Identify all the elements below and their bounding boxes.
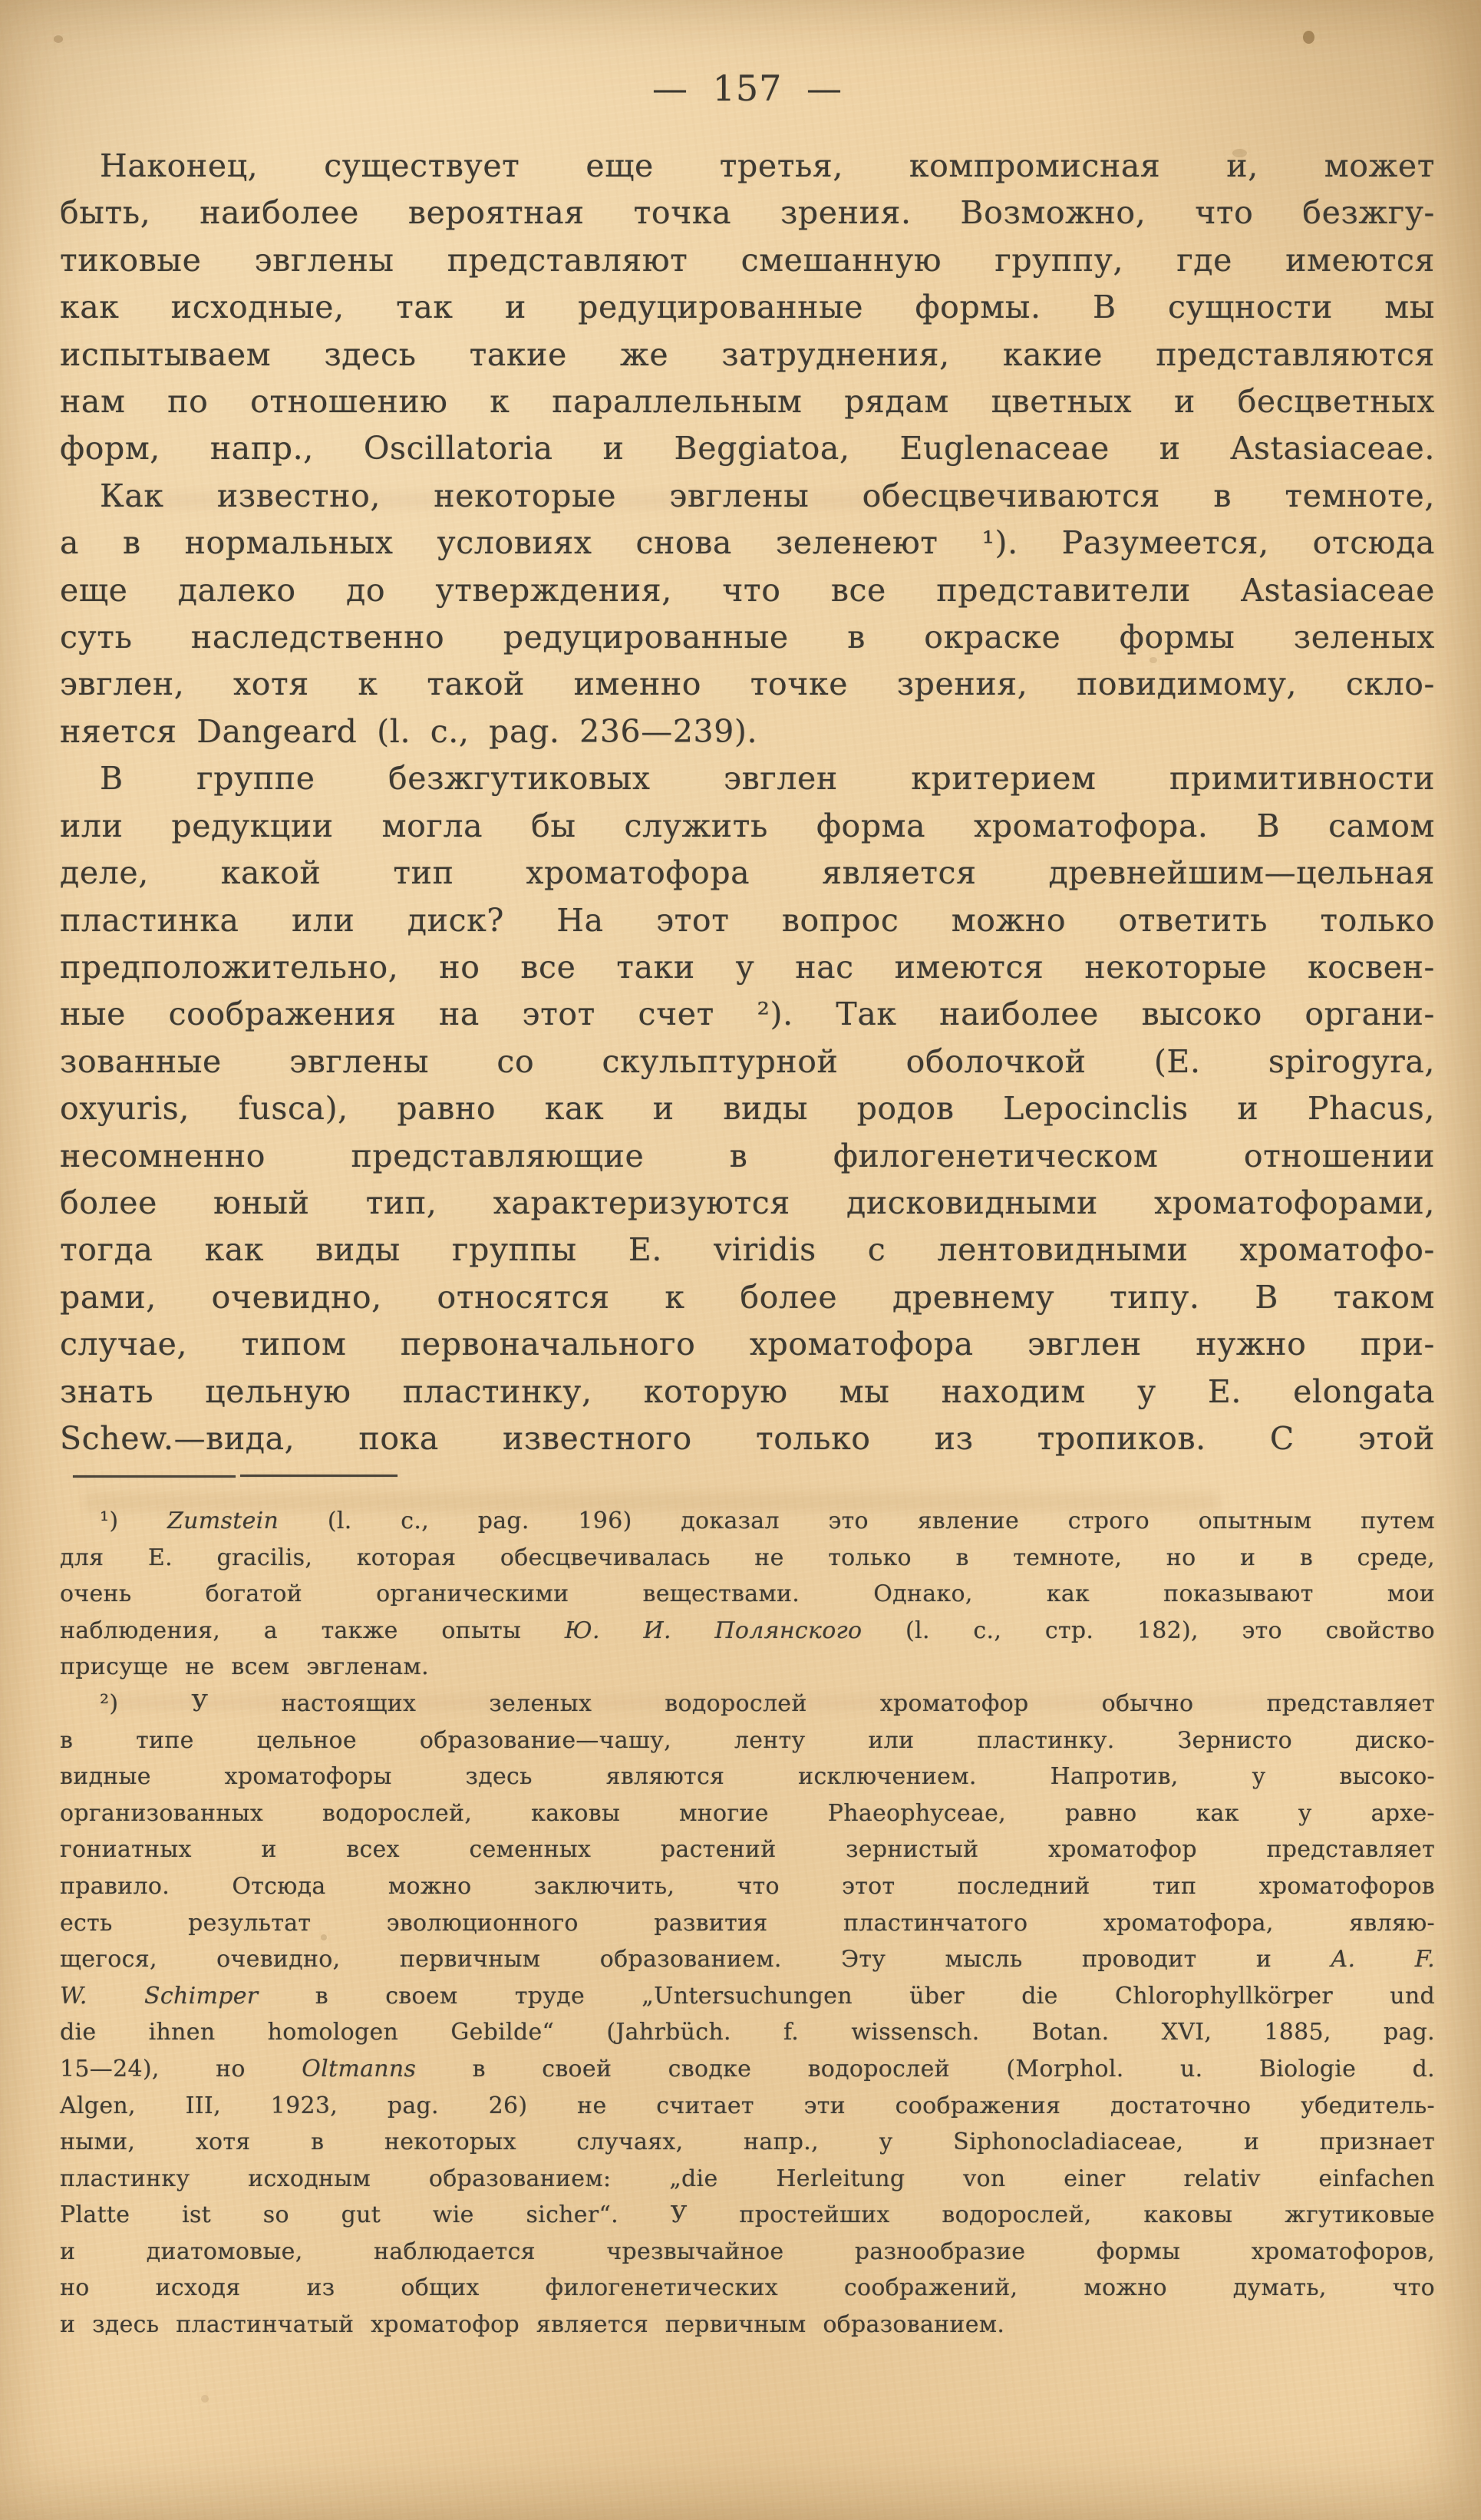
- text-line: присуще не всем эвгленам.: [60, 1653, 429, 1681]
- text-line: случае, типом первоначального хроматофора эвглен нужно при-: [60, 1326, 1435, 1363]
- text-line: быть, наиболее вероятная точка зрения. Возможно, что безжгу-: [60, 194, 1435, 232]
- text-line: гониатных и всех семенных растений зернистый хроматофор представляет: [60, 1836, 1435, 1864]
- text-line: 15—24), но Oltmanns в своей сводке водорослей (Morphol. u. Biologie d.: [60, 2055, 1435, 2082]
- text-line: есть результат эволюционного развития пластинчатого хроматофора, являю-: [60, 1909, 1435, 1937]
- paper-speck: [201, 2395, 209, 2403]
- text-line: Как известно, некоторые эвглены обесцвечиваются в темноте,: [100, 477, 1435, 514]
- text-line: форм, напр., Oscillatoria и Beggiatoa, Euglenaceae и Astasiaceae.: [60, 430, 1435, 467]
- paragraph: [60, 143, 1435, 473]
- text-line: В группе безжгутиковых эвглен критерием примитивности: [100, 760, 1435, 798]
- text-line: Platte ist so gut wie sicher“. У простейших водорослей, каковы жгутиковые: [60, 2201, 1435, 2229]
- text-line: суть наследственно редуцированные в окраске формы зеленых: [60, 619, 1435, 656]
- text-line: тиковые эвглены представляют смешанную группу, где имеются: [60, 241, 1435, 279]
- text-line: и диатомовые, наблюдается чрезвычайное разнообразие формы хроматофоров,: [60, 2238, 1435, 2265]
- footnote: [60, 1686, 1435, 2343]
- text-line: ²) У настоящих зеленых водорослей хроматофор обычно представляет: [100, 1689, 1435, 1717]
- text-line: ными, хотя в некоторых случаях, напр., у Siphonocladiaceae, и признает: [60, 2129, 1435, 2156]
- text-line: организованных водорослей, каковы многие Phaeophyceae, равно как у архе-: [60, 1799, 1435, 1827]
- text-line: зованные эвглены со скульптурной оболочкой (E. spirogyra,: [60, 1042, 1435, 1080]
- text-line: наблюдения, а также опыты Ю. И. Полянского (l. c., стр. 182), это свойство: [60, 1617, 1436, 1644]
- text-line: как исходные, так и редуцированные формы. В сущности мы: [60, 289, 1435, 326]
- text-line: в типе цельное образование—чашу, ленту или пластинку. Зернисто диско-: [60, 1726, 1435, 1754]
- text-line: пластинку исходным образованием: „die Herleitung von einer relativ einfachen: [60, 2165, 1435, 2192]
- text-line: тогда как виды группы E. viridis с лентовидными хроматофо-: [60, 1231, 1435, 1269]
- text-line: и здесь пластинчатый хроматофор является первичным образованием.: [60, 2311, 1005, 2339]
- text-line: предположительно, но все таки у нас имеются некоторые косвен-: [60, 948, 1435, 986]
- paragraph: [60, 473, 1435, 755]
- text-line: Algen, III, 1923, pag. 26) не считает эти соображения достаточно убедитель-: [60, 2092, 1435, 2119]
- text-line: еще далеко до утверждения, что все представители Astasiaceae: [60, 571, 1435, 609]
- text-line: очень богатой органическими веществами. Однако, как показывают мои: [60, 1580, 1435, 1608]
- text-line: няется Dangeard (l. c., pag. 236—239).: [60, 712, 758, 750]
- text-line: die ihnen homologen Gebilde“ (Jahrbüch. f. wissensch. Botan. XVI, 1885, pag.: [60, 2019, 1435, 2046]
- text-line: испытываем здесь такие же затруднения, какие представляются: [60, 335, 1435, 373]
- text-line: для E. gracilis, которая обесцвечивалась не только в темноте, но и в среде,: [60, 1544, 1435, 1571]
- text-line: эвглен, хотя к такой именно точке зрения, повидимому, скло-: [60, 666, 1435, 703]
- text-line: а в нормальных условиях снова зеленеют ¹). Разумеется, отсюда: [60, 524, 1435, 562]
- text-line: oxyuris, fusca), равно как и виды родов Lepocinclis и Phacus,: [60, 1090, 1435, 1128]
- text-line: Schew.—вида, пока известного только из тропиков. С этой: [60, 1419, 1435, 1457]
- paper-speck: [1303, 31, 1314, 44]
- text-line: пластинка или диск? На этот вопрос можно ответить только: [60, 901, 1435, 939]
- text-line: правило. Отсюда можно заключить, что этот последний тип хроматофоров: [60, 1872, 1435, 1900]
- text-line: ¹) Zumstein (l. c., pag. 196) доказал это явление строго опытным путем: [100, 1508, 1435, 1534]
- text-line: видные хроматофоры здесь являются исключением. Напротив, у высоко-: [60, 1763, 1435, 1791]
- footnote-separator: [240, 1475, 397, 1477]
- footnote: [60, 1503, 1435, 1686]
- text-line: щегося, очевидно, первичным образованием. Эту мысль проводит и A. F.: [60, 1946, 1435, 1973]
- text-line: или редукции могла бы служить форма хроматофора. В самом: [60, 807, 1435, 844]
- text-line: деле, какой тип хроматофора является древнейшим—цельная: [60, 854, 1435, 892]
- text-line: рами, очевидно, относятся к более древнему типу. В таком: [60, 1278, 1435, 1316]
- main-text-column: [60, 143, 1435, 1462]
- text-line: знать цельную пластинку, которую мы находим у E. elongata: [60, 1372, 1435, 1410]
- paragraph: [60, 755, 1435, 1462]
- text-line: Наконец, существует еще третья, компромисная и, может: [100, 147, 1435, 184]
- paper-speck: [54, 35, 63, 43]
- footnote-separator: [73, 1475, 236, 1478]
- text-line: более юный тип, характеризуются дисковидными хроматофорами,: [60, 1184, 1435, 1221]
- text-line: W. Schimper в своем труде „Untersuchungen über die Chlorophyllkörper und: [60, 1982, 1436, 2010]
- text-line: несомненно представляющие в филогенетическом отношении: [60, 1137, 1435, 1174]
- text-line: но исходя из общих филогенетических соображений, можно думать, что: [60, 2274, 1435, 2302]
- page-number: — 157 —: [651, 68, 843, 109]
- text-line: ные соображения на этот счет ²). Так наиболее высоко органи-: [60, 996, 1435, 1033]
- text-line: нам по отношению к параллельным рядам цветных и бесцветных: [60, 383, 1435, 421]
- footnotes-section: [60, 1503, 1435, 2343]
